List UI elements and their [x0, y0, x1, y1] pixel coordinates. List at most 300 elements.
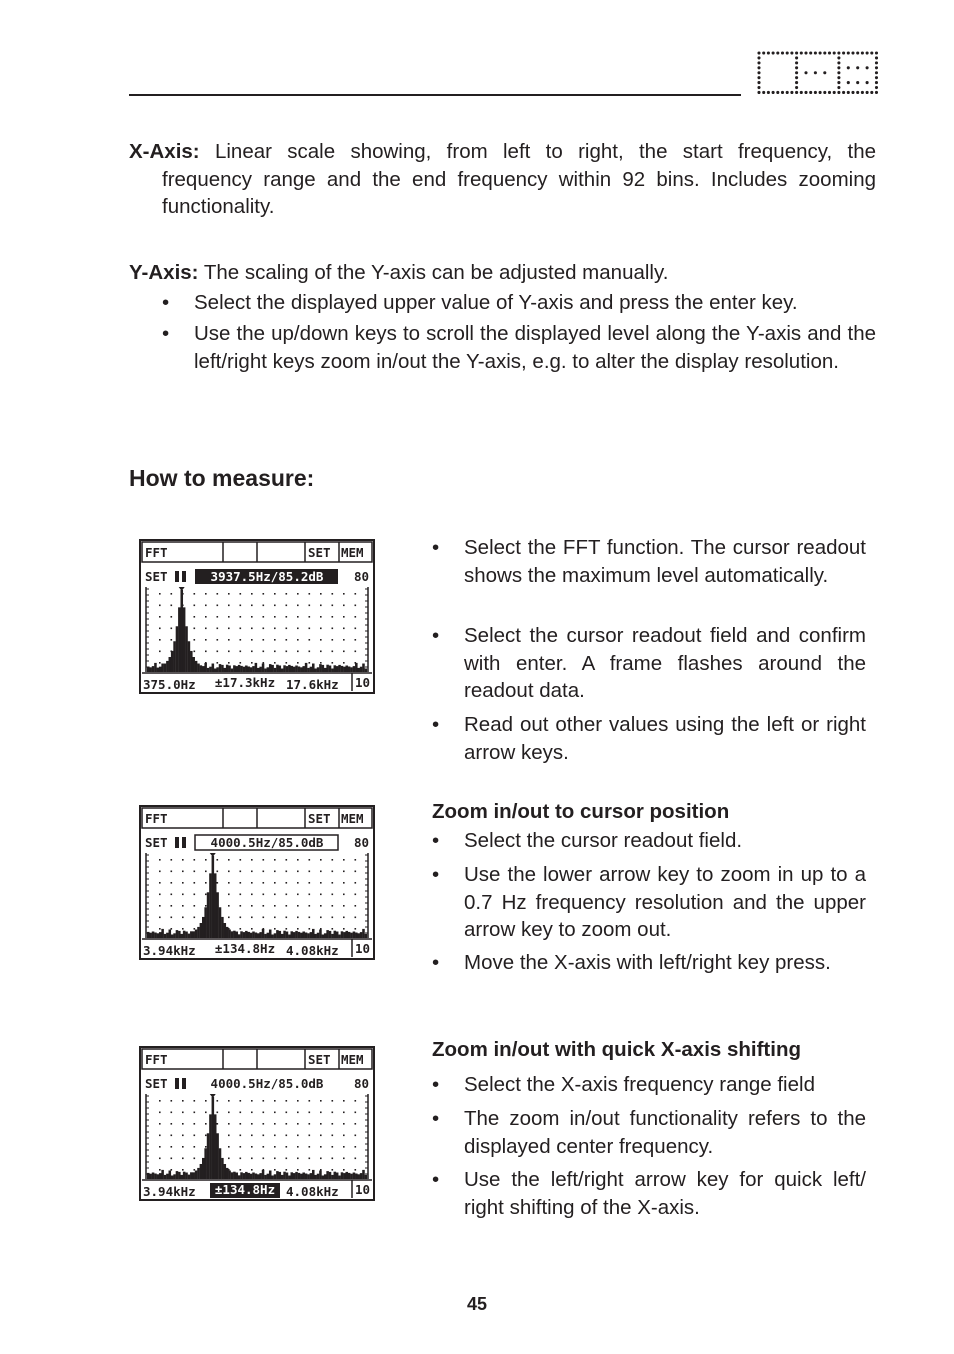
- lcd-grid-dot: [251, 1146, 253, 1148]
- lcd-grid-dot: [286, 894, 288, 896]
- lcd-grid-dot: [343, 1100, 345, 1102]
- lcd-grid-dot: [343, 1158, 345, 1160]
- lcd-grid-dot: [251, 1135, 253, 1137]
- lcd-spectrum-bin: [341, 931, 344, 938]
- lcd-grid-dot: [343, 871, 345, 873]
- lcd-spectrum-bin: [286, 1173, 289, 1180]
- lcd-spectrum-bin: [290, 666, 293, 672]
- lcd-grid-dot: [309, 917, 311, 919]
- lcd-grid-dot: [309, 628, 311, 630]
- lcd-spectrum-bin: [317, 933, 320, 938]
- list-item: • Select the displayed upper value of Y-axis and press the enter key.: [162, 291, 798, 314]
- lcd-spectrum-bin: [336, 932, 339, 939]
- lcd-spectrum-bin: [219, 1148, 222, 1179]
- lcd-grid-dot: [343, 639, 345, 641]
- lcd-spectrum-bin: [231, 669, 234, 673]
- lcd-spectrum-bin: [228, 930, 231, 938]
- lcd-spectrum-bin: [274, 668, 277, 672]
- lcd-y-top: 80: [353, 569, 369, 584]
- lcd-grid-dot: [263, 1123, 265, 1125]
- lcd-grid-dot: [320, 859, 322, 861]
- lcd-grid-dot: [332, 871, 334, 873]
- lcd-spectrum-bin: [233, 665, 236, 672]
- lcd-spectrum-bin: [360, 1173, 363, 1179]
- lcd-grid-dot: [286, 928, 288, 930]
- lcd-grid-dot: [297, 651, 299, 653]
- lcd-grid-dot: [332, 894, 334, 896]
- lcd-grid-dot: [251, 871, 253, 873]
- lcd-grid-dot: [297, 1123, 299, 1125]
- header-rule: [129, 94, 741, 96]
- lcd-grid-dot: [159, 882, 161, 884]
- lcd-grid-dot: [251, 905, 253, 907]
- lcd-spectrum-bin: [353, 1173, 356, 1180]
- lcd-grid-dot: [297, 882, 299, 884]
- lcd-spectrum-bin: [252, 932, 255, 939]
- lcd-spectrum-bin: [152, 932, 155, 939]
- lcd-spectrum-bin: [269, 930, 272, 939]
- lcd-grid-dot: [332, 928, 334, 930]
- lcd-grid-dot: [297, 917, 299, 919]
- lcd-grid-dot: [332, 662, 334, 664]
- lcd-grid-dot: [240, 1100, 242, 1102]
- lcd-grid-dot: [297, 871, 299, 873]
- lcd-spectrum-bin: [267, 667, 270, 672]
- lcd-grid-dot: [240, 639, 242, 641]
- lcd-spectrum-bin: [200, 665, 203, 672]
- lcd-grid-dot: [171, 616, 173, 618]
- lcd-spectrum-bin: [307, 1174, 310, 1179]
- lcd-grid-dot: [286, 871, 288, 873]
- lcd-spectrum-bin: [257, 1174, 260, 1179]
- lcd-spectrum-bin: [331, 669, 334, 673]
- lcd-spectrum-bin: [298, 932, 301, 938]
- lcd-spectrum-bin: [314, 1175, 317, 1179]
- lcd-grid-dot: [251, 605, 253, 607]
- lcd-spectrum-bin: [180, 1175, 183, 1179]
- lcd-grid-dot: [240, 1169, 242, 1171]
- lcd-spectrum-bin: [255, 1174, 258, 1180]
- lcd-grid-dot: [309, 1112, 311, 1114]
- lcd-set-button: SET: [308, 545, 331, 560]
- lcd-spectrum-bin: [281, 669, 284, 673]
- lcd-grid-dot: [355, 605, 357, 607]
- lcd-grid-dot: [159, 859, 161, 861]
- list-item: • Move the X-axis with left/right key press.: [432, 951, 831, 974]
- lcd-grid-dot: [228, 1146, 230, 1148]
- lcd-grid-dot: [228, 662, 230, 664]
- lcd-grid-dot: [274, 628, 276, 630]
- lcd-grid-dot: [274, 662, 276, 664]
- lcd-spectrum-bin: [190, 931, 193, 938]
- lcd-grid-dot: [343, 882, 345, 884]
- lcd-grid-dot: [217, 639, 219, 641]
- lcd-spectrum-bin: [247, 932, 250, 938]
- lcd-set-button: SET: [308, 811, 331, 826]
- lcd-spectrum-bin: [336, 666, 339, 672]
- lcd-spectrum-bin: [149, 1174, 152, 1179]
- lcd-grid-dot: [320, 605, 322, 607]
- lcd-grid-dot: [159, 662, 161, 664]
- lcd-mem-button: MEM: [341, 1052, 364, 1067]
- lcd-spectrum-bin: [264, 669, 267, 673]
- lcd-grid-dot: [217, 651, 219, 653]
- lcd-grid-dot: [274, 1112, 276, 1114]
- lcd-grid-dot: [263, 605, 265, 607]
- lcd-spectrum-bin: [185, 932, 188, 939]
- lcd-grid-dot: [320, 1158, 322, 1160]
- lcd-spectrum-bin: [243, 932, 246, 938]
- lcd-grid-dot: [251, 917, 253, 919]
- lcd-grid-dot: [274, 859, 276, 861]
- lcd-spectrum-bin: [326, 930, 329, 938]
- lcd-grid-dot: [194, 651, 196, 653]
- lcd-grid-dot: [205, 859, 207, 861]
- lcd-grid-dot: [274, 894, 276, 896]
- lcd-grid-dot: [159, 905, 161, 907]
- lcd-spectrum-bin: [228, 1171, 231, 1179]
- lcd-readout: 4000.5Hz/85.0dB: [210, 1076, 324, 1091]
- lcd-grid-dot: [263, 616, 265, 618]
- lcd-spectrum-bin: [326, 665, 329, 672]
- xaxis-label: X-Axis:: [129, 140, 200, 163]
- lcd-spectrum-bin: [221, 917, 224, 938]
- lcd-grid-dot: [205, 894, 207, 896]
- lcd-spectrum-bin: [362, 929, 365, 938]
- lcd-grid-dot: [240, 917, 242, 919]
- lcd-grid-dot: [320, 1146, 322, 1148]
- lcd-grid-dot: [286, 882, 288, 884]
- lcd-spectrum-bin: [274, 933, 277, 938]
- lcd-grid-dot: [171, 1169, 173, 1171]
- lcd-grid-dot: [194, 1112, 196, 1114]
- list-item: • Use the lower arrow key to zoom in up to a 0.7 Hz frequency resolution and the upper arrow key to zoom out.: [432, 863, 866, 941]
- lcd-grid-dot: [332, 651, 334, 653]
- lcd-spectrum-bin: [319, 664, 322, 672]
- lcd-spectrum-bin: [224, 1164, 227, 1179]
- lcd-grid-dot: [171, 894, 173, 896]
- lcd-grid-dot: [182, 1158, 184, 1160]
- lcd-grid-dot: [228, 859, 230, 861]
- lcd-grid-dot: [343, 1123, 345, 1125]
- lcd-set-bar-icon: [182, 1078, 186, 1089]
- lcd-grid-dot: [182, 1135, 184, 1137]
- lcd-spectrum-bin: [322, 665, 325, 672]
- lcd-grid-dot: [159, 1123, 161, 1125]
- lcd-spectrum-bin: [188, 934, 191, 938]
- lcd-grid-dot: [182, 928, 184, 930]
- lcd-grid-dot: [194, 1158, 196, 1160]
- lcd-grid-dot: [171, 928, 173, 930]
- lcd-spectrum-bin: [307, 933, 310, 938]
- lcd-spectrum-bin: [219, 907, 222, 938]
- lcd-spectrum-bin: [185, 1173, 188, 1180]
- lcd-grid-dot: [309, 1158, 311, 1160]
- lcd-spectrum-bin: [166, 1174, 169, 1179]
- lcd-grid-dot: [263, 651, 265, 653]
- lcd-grid-dot: [171, 1135, 173, 1137]
- lcd-grid-dot: [309, 1146, 311, 1148]
- lcd-grid-dot: [205, 1112, 207, 1114]
- lcd-grid-dot: [309, 1169, 311, 1171]
- lcd-spectrum-bin: [209, 1114, 212, 1179]
- lcd-grid-dot: [309, 1123, 311, 1125]
- xaxis-line1: Linear scale showing, from left to right, the start frequency, the: [214, 140, 876, 163]
- lcd-spectrum-bin: [252, 1173, 255, 1180]
- lcd-spectrum-bin: [293, 667, 296, 672]
- lcd-spectrum-bin: [255, 933, 258, 939]
- lcd-grid-dot: [171, 605, 173, 607]
- lcd-grid-dot: [194, 894, 196, 896]
- lcd-grid-dot: [159, 593, 161, 595]
- lcd-grid-dot: [343, 628, 345, 630]
- lcd-grid-dot: [217, 628, 219, 630]
- lcd-grid-dot: [297, 928, 299, 930]
- lcd-spectrum-bin: [357, 1174, 360, 1179]
- lcd-grid-dot: [228, 894, 230, 896]
- lcd-spectrum-bin: [235, 1173, 238, 1180]
- lcd-spectrum-bin: [326, 1171, 329, 1179]
- lcd-grid-dot: [194, 917, 196, 919]
- lcd-spectrum-bin: [226, 665, 229, 672]
- lcd-grid-dot: [320, 917, 322, 919]
- lcd-grid-dot: [194, 1169, 196, 1171]
- lcd-grid-dot: [309, 662, 311, 664]
- lcd-spectrum-bin: [180, 934, 183, 938]
- lcd-spectrum-bin: [350, 933, 353, 938]
- lcd-spectrum-bin: [302, 1173, 305, 1180]
- lcd-spectrum-bin: [293, 1173, 296, 1179]
- xaxis-line2: frequency range and the end frequency within 92 bins. Includes zooming: [162, 167, 876, 191]
- lcd-grid-dot: [274, 593, 276, 595]
- lcd-grid-dot: [274, 639, 276, 641]
- lcd-grid-dot: [320, 894, 322, 896]
- lcd-grid-dot: [309, 651, 311, 653]
- lcd-spectrum-bin: [178, 931, 181, 938]
- lcd-y-bottom: 10: [354, 675, 370, 690]
- lcd-spectrum-bin: [197, 664, 200, 672]
- lcd-spectrum-bin: [324, 1174, 327, 1179]
- lcd-spectrum-bin: [365, 1175, 368, 1179]
- lcd-spectrum-bin: [157, 1174, 160, 1179]
- lcd-spectrum-bin: [267, 1174, 270, 1179]
- lcd-grid-dot: [355, 894, 357, 896]
- lcd-grid-dot: [228, 1100, 230, 1102]
- lcd-spectrum-bin: [350, 1174, 353, 1179]
- lcd-spectrum-bin: [212, 856, 215, 938]
- lcd-grid-dot: [309, 593, 311, 595]
- lcd-spectrum-bin: [365, 669, 368, 673]
- lcd-grid-dot: [251, 1100, 253, 1102]
- lcd-grid-dot: [205, 639, 207, 641]
- lcd-spectrum-bin: [185, 626, 188, 672]
- lcd-grid-dot: [274, 651, 276, 653]
- lcd-spectrum-bin: [149, 933, 152, 938]
- lcd-spectrum-bin: [159, 667, 162, 672]
- lcd-grid-dot: [297, 859, 299, 861]
- lcd-set-label: SET: [145, 835, 168, 850]
- lcd-grid-dot: [194, 1100, 196, 1102]
- lcd-spectrum-bin: [157, 933, 160, 938]
- lcd-grid-dot: [332, 1158, 334, 1160]
- lcd-y-bottom: 10: [354, 941, 370, 956]
- lcd-grid-dot: [182, 894, 184, 896]
- lcd-grid-dot: [194, 605, 196, 607]
- lcd-grid-dot: [194, 859, 196, 861]
- lcd-set-bar-icon: [182, 837, 186, 848]
- lcd-grid-dot: [240, 628, 242, 630]
- lcd-grid-dot: [194, 1123, 196, 1125]
- lcd-spectrum-bin: [279, 1172, 282, 1179]
- lcd-grid-dot: [320, 882, 322, 884]
- lcd-spectrum-bin: [221, 1158, 224, 1179]
- lcd-spectrum-bin: [288, 935, 291, 939]
- lcd-spectrum-bin: [159, 932, 162, 938]
- lcd-grid-dot: [263, 917, 265, 919]
- lcd-grid-dot: [251, 1169, 253, 1171]
- lcd-spectrum-bin: [307, 668, 310, 672]
- lcd-spectrum-bin: [269, 1171, 272, 1180]
- lcd-grid-dot: [171, 905, 173, 907]
- lcd-grid-dot: [171, 1100, 173, 1102]
- lcd-spectrum-bin: [207, 1133, 210, 1179]
- lcd-grid-dot: [205, 651, 207, 653]
- lcd-spectrum-bin: [271, 665, 274, 672]
- lcd-readout: 4000.5Hz/85.0dB: [210, 835, 324, 850]
- lcd-spectrum-bin: [214, 873, 217, 938]
- lcd-spectrum-bin: [173, 1174, 176, 1179]
- lcd-grid-dot: [263, 662, 265, 664]
- page-number: 45: [466, 1294, 488, 1314]
- lcd-spectrum-bin: [310, 932, 313, 938]
- lcd-grid-dot: [240, 928, 242, 930]
- lcd-spectrum-bin: [353, 666, 356, 672]
- lcd-span: ±134.8Hz: [214, 941, 276, 956]
- lcd-grid-dot: [251, 1158, 253, 1160]
- lcd-grid-dot: [228, 593, 230, 595]
- lcd-grid-dot: [205, 605, 207, 607]
- lcd-grid-dot: [263, 1112, 265, 1114]
- lcd-spectrum-bin: [183, 931, 186, 938]
- lcd-set-bar-icon: [175, 1078, 179, 1089]
- lcd-spectrum-bin: [312, 1170, 315, 1179]
- lcd-grid-dot: [343, 1112, 345, 1114]
- lcd-grid-dot: [171, 1158, 173, 1160]
- lcd-spectrum-bin: [288, 1176, 291, 1180]
- lcd-spectrum-bin: [334, 665, 337, 672]
- lcd-spectrum-bin: [348, 667, 351, 673]
- lcd-spectrum-bin: [195, 661, 198, 672]
- lcd-spectrum-bin: [214, 1114, 217, 1179]
- lcd-grid-dot: [194, 928, 196, 930]
- lcd-grid-dot: [274, 616, 276, 618]
- lcd-spectrum-bin: [319, 1171, 322, 1180]
- lcd-spectrum-bin: [286, 932, 289, 939]
- lcd-spectrum-bin: [312, 664, 315, 673]
- lcd-spectrum-bin: [279, 931, 282, 938]
- lcd-grid-dot: [286, 662, 288, 664]
- lcd-grid-dot: [274, 1135, 276, 1137]
- lcd-grid-dot: [251, 628, 253, 630]
- lcd-spectrum-bin: [207, 892, 210, 938]
- lcd-spectrum-bin: [169, 1171, 172, 1180]
- lcd-spectrum-bin: [226, 1168, 229, 1179]
- lcd-grid-dot: [343, 593, 345, 595]
- lcd-grid-dot: [171, 628, 173, 630]
- lcd-screen-2: [139, 805, 375, 960]
- lcd-grid-dot: [286, 917, 288, 919]
- lcd-spectrum-bin: [245, 666, 248, 673]
- lcd-spectrum-bin: [192, 931, 195, 938]
- lcd-spectrum-bin: [238, 1175, 241, 1179]
- lcd-grid-dot: [355, 1146, 357, 1148]
- list-item: • Select the cursor readout field and confirm with enter. A frame flashes around the readout data.: [432, 624, 866, 702]
- lcd-grid-dot: [251, 651, 253, 653]
- lcd-grid-dot: [159, 1100, 161, 1102]
- section-heading: How to measure:: [129, 465, 315, 491]
- lcd-grid-dot: [240, 616, 242, 618]
- lcd-set-label: SET: [145, 1076, 168, 1091]
- xaxis-line3: functionality.: [162, 195, 275, 218]
- lcd-grid-dot: [309, 871, 311, 873]
- subsection-heading: Zoom in/out to cursor position: [432, 800, 730, 823]
- lcd-grid-dot: [343, 905, 345, 907]
- lcd-set-label: SET: [145, 569, 168, 584]
- lcd-spectrum-bin: [180, 590, 183, 672]
- lcd-grid-dot: [286, 1158, 288, 1160]
- lcd-spectrum-bin: [221, 665, 224, 672]
- lcd-grid-dot: [228, 639, 230, 641]
- lcd-spectrum-bin: [269, 664, 272, 672]
- lcd-grid-dot: [240, 1112, 242, 1114]
- lcd-grid-dot: [263, 1135, 265, 1137]
- lcd-spectrum-bin: [207, 668, 210, 672]
- lcd-grid-dot: [343, 1146, 345, 1148]
- lcd-grid-dot: [297, 605, 299, 607]
- lcd-spectrum-bin: [240, 666, 243, 672]
- lcd-grid-dot: [274, 1158, 276, 1160]
- lcd-grid-dot: [286, 593, 288, 595]
- lcd-grid-dot: [274, 1123, 276, 1125]
- lcd-start-freq: 3.94kHz: [143, 1184, 196, 1199]
- lcd-grid-dot: [274, 605, 276, 607]
- lcd-spectrum-bin: [247, 667, 250, 673]
- lcd-spectrum-bin: [283, 665, 286, 672]
- lcd-grid-dot: [355, 871, 357, 873]
- lcd-spectrum-bin: [164, 1175, 167, 1179]
- lcd-grid-dot: [274, 882, 276, 884]
- lcd-grid-dot: [274, 905, 276, 907]
- lcd-grid-dot: [332, 859, 334, 861]
- lcd-grid-dot: [332, 882, 334, 884]
- lcd-grid-dot: [309, 1100, 311, 1102]
- xaxis-paragraph: [129, 138, 876, 221]
- lcd-spectrum-bin: [341, 1172, 344, 1179]
- lcd-mode-label: FFT: [145, 545, 168, 560]
- lcd-spectrum-bin: [224, 668, 227, 672]
- lcd-grid-dot: [297, 639, 299, 641]
- lcd-grid-dot: [332, 1135, 334, 1137]
- lcd-spectrum-bin: [271, 935, 274, 939]
- lcd-grid-dot: [171, 917, 173, 919]
- lcd-grid-dot: [343, 616, 345, 618]
- lcd-grid-dot: [159, 894, 161, 896]
- lcd-grid-dot: [240, 1123, 242, 1125]
- lcd-grid-dot: [251, 928, 253, 930]
- lcd-spectrum-bin: [161, 664, 164, 673]
- lcd-spectrum-bin: [259, 667, 262, 672]
- lcd-spectrum-bin: [322, 1176, 325, 1180]
